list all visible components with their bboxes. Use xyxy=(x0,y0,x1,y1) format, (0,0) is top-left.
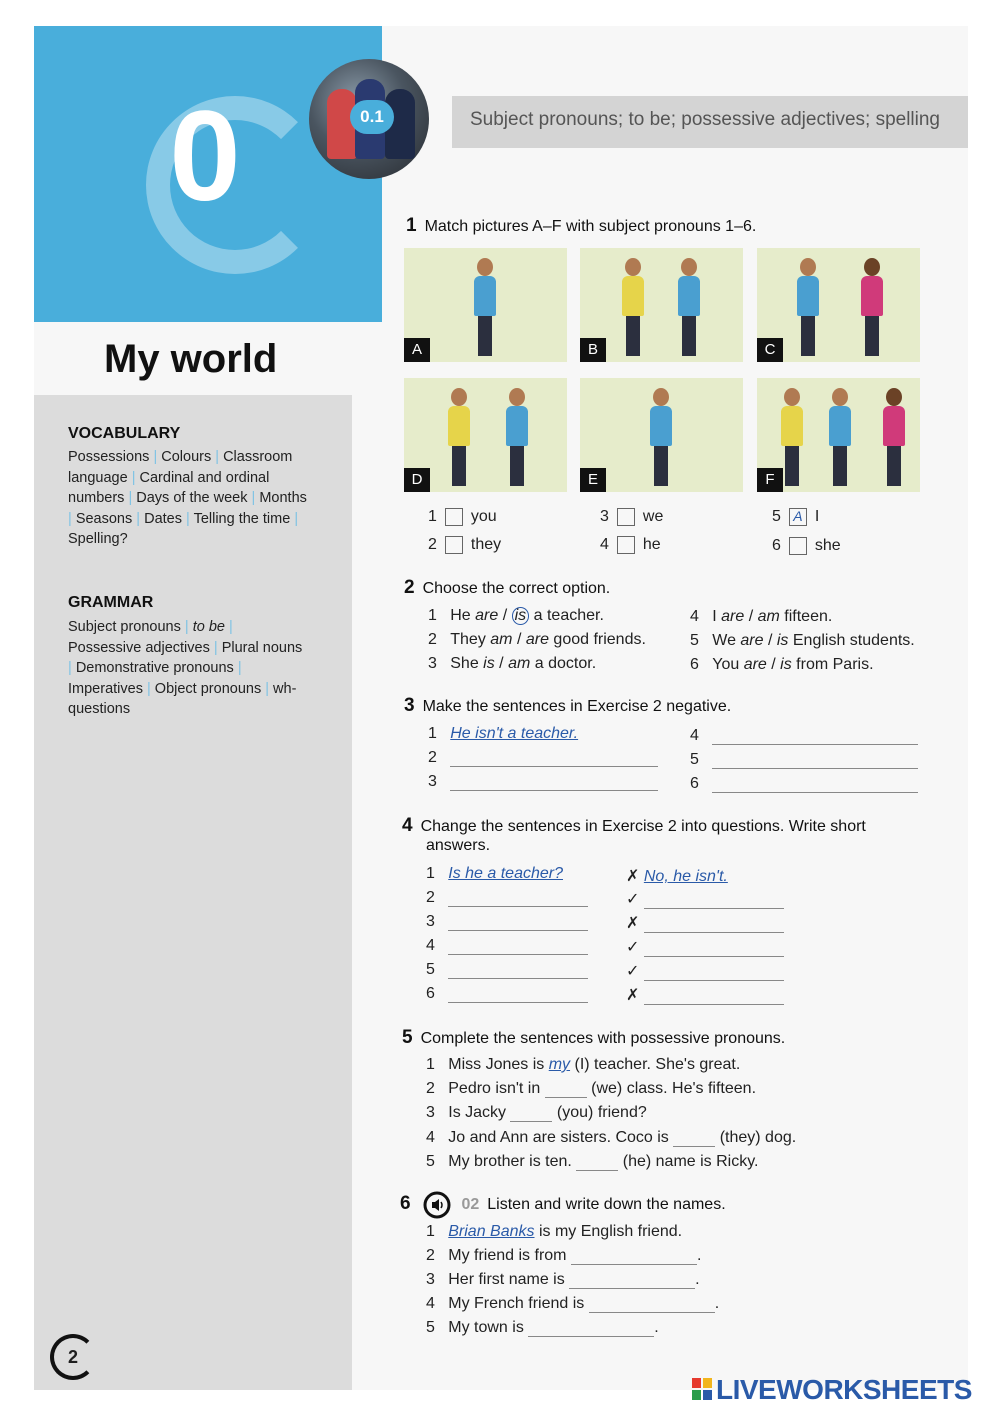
short-answer-line[interactable] xyxy=(644,1003,784,1005)
example-answer: my xyxy=(548,1056,571,1073)
ex3-item-6: 6 xyxy=(690,775,918,793)
ex4-answer-5: ✓ xyxy=(626,961,784,981)
ex3-item-1: 1 He isn't a teacher. xyxy=(428,725,579,742)
ex5-item-2: 2 Pedro isn't in (we) class. He's fifteen. xyxy=(426,1080,757,1097)
answer-box[interactable] xyxy=(445,536,463,554)
ex3-item-3: 3 xyxy=(428,773,658,791)
ex6-item-3: 3 Her first name is . xyxy=(426,1271,700,1288)
answer-line[interactable] xyxy=(450,765,658,767)
picture-a: A xyxy=(404,248,567,362)
ex4-instruction: 4 Change the sentences in Exercise 2 into questions. Write short xyxy=(402,815,866,836)
ex6-item-2: 2 My friend is from . xyxy=(426,1247,702,1264)
ex2-item-3: 3 She is / am a doctor. xyxy=(428,655,597,672)
ex1-item-3: 3 we xyxy=(600,508,664,526)
ex2-item-5: 5 We are / is English students. xyxy=(690,632,915,649)
ex4-instruction-cont: answers. xyxy=(426,837,491,854)
liveworksheets-logo-icon xyxy=(692,1378,712,1400)
answer-box[interactable] xyxy=(617,508,635,526)
question-line[interactable] xyxy=(448,1001,588,1003)
question-line[interactable] xyxy=(448,929,588,931)
ex3-instruction: 3 Make the sentences in Exercise 2 negative. xyxy=(404,695,732,716)
picture-f: F xyxy=(757,378,920,492)
answer-box[interactable] xyxy=(789,537,807,555)
ex4-item-5: 5 xyxy=(426,961,588,979)
example-short-answer: No, he isn't. xyxy=(643,868,728,885)
example-answer: Brian Banks xyxy=(448,1223,535,1240)
unit-number: 0 xyxy=(169,85,241,228)
short-answer-line[interactable] xyxy=(644,931,784,933)
ex4-item-4: 4 xyxy=(426,937,588,955)
ex4-item-1: 1 Is he a teacher? xyxy=(426,865,563,882)
ex3-item-5: 5 xyxy=(690,751,918,769)
grammar-heading: GRAMMAR xyxy=(68,594,154,611)
ex2-item-1: 1 He are / is a teacher. xyxy=(428,607,604,624)
topic-text: Subject pronouns; to be; possessive adjectives; spelling xyxy=(470,109,940,130)
ex5-item-5: 5 My brother is ten. (he) name is Ricky. xyxy=(426,1153,759,1170)
vocabulary-list: Possessions | Colours | Classroom language | Cardinal and ordinal numbers | Days of the week | Months | Seasons | Dates | Telling the time | Spelling? xyxy=(68,449,307,547)
liveworksheets-watermark: LIVEWORKSHEETS xyxy=(716,1374,972,1405)
ex4-item-6: 6 xyxy=(426,985,588,1003)
ex6-item-1: 1 Brian Banks is my English friend. xyxy=(426,1223,683,1240)
sidebar-panel xyxy=(34,395,352,1390)
vocabulary-heading: VOCABULARY xyxy=(68,425,181,442)
answer-line[interactable] xyxy=(569,1287,695,1289)
ex4-answer-1: ✗ No, he isn't. xyxy=(626,868,728,885)
ex2-item-4: 4 I are / am fifteen. xyxy=(690,608,833,625)
picture-d: D xyxy=(404,378,567,492)
topic-bar xyxy=(452,96,968,148)
ex4-answer-6: ✗ xyxy=(626,985,784,1005)
example-question: Is he a teacher? xyxy=(448,865,563,882)
ex5-item-1: 1 Miss Jones is my (I) teacher. She's great. xyxy=(426,1056,741,1073)
ex5-instruction: 5 Complete the sentences with possessive pronouns. xyxy=(402,1027,786,1048)
short-answer-line[interactable] xyxy=(644,955,784,957)
answer-box[interactable] xyxy=(445,508,463,526)
picture-b: B xyxy=(580,248,743,362)
audio-icon[interactable] xyxy=(423,1191,451,1219)
answer-line[interactable] xyxy=(712,743,918,745)
unit-title: My world xyxy=(104,337,278,381)
example-answer: He isn't a teacher. xyxy=(450,725,579,742)
answer-box[interactable] xyxy=(617,536,635,554)
ex4-answer-3: ✗ xyxy=(626,913,784,933)
ex6-item-4: 4 My French friend is . xyxy=(426,1295,720,1312)
page-number: 2 xyxy=(50,1334,96,1380)
ex3-item-4: 4 xyxy=(690,727,918,745)
ex6-item-5: 5 My town is . xyxy=(426,1319,659,1336)
ex2-instruction: 2 Choose the correct option. xyxy=(404,577,611,598)
ex1-item-1: 1 you xyxy=(428,508,497,526)
ex4-item-2: 2 xyxy=(426,889,588,907)
ex2-item-6: 6 You are / is from Paris. xyxy=(690,656,874,673)
ex1-instruction: 1 Match pictures A–F with subject pronouns 1–6. xyxy=(406,215,757,236)
answer-line[interactable] xyxy=(545,1096,587,1098)
answer-line[interactable] xyxy=(571,1263,697,1265)
picture-c: C xyxy=(757,248,920,362)
ex1-item-4: 4 he xyxy=(600,536,661,554)
answer-line[interactable] xyxy=(450,789,658,791)
ex3-item-2: 2 xyxy=(428,749,658,767)
ex2-item-2: 2 They am / are good friends. xyxy=(428,631,646,648)
ex1-item-2: 2 they xyxy=(428,536,502,554)
ex6-instruction: 6 02 Listen and write down the names. xyxy=(400,1191,726,1219)
ex1-item-6: 6 she xyxy=(772,537,841,555)
answer-line[interactable] xyxy=(673,1145,715,1147)
answer-line[interactable] xyxy=(712,767,918,769)
question-line[interactable] xyxy=(448,977,588,979)
selected-option[interactable]: is xyxy=(512,607,530,625)
ex4-item-3: 3 xyxy=(426,913,588,931)
question-line[interactable] xyxy=(448,953,588,955)
picture-e: E xyxy=(580,378,743,492)
lesson-badge: 0.1 xyxy=(350,100,394,134)
answer-line[interactable] xyxy=(589,1311,715,1313)
ex4-answer-2: ✓ xyxy=(626,889,784,909)
answer-line[interactable] xyxy=(712,791,918,793)
short-answer-line[interactable] xyxy=(644,979,784,981)
answer-box[interactable]: A xyxy=(789,508,807,526)
answer-line[interactable] xyxy=(528,1335,654,1337)
ex1-item-5: 5 A I xyxy=(772,508,820,526)
grammar-list: Subject pronouns | to be | Possessive adjectives | Plural nouns | Demonstrative pronouns | Imperatives | Object pronouns | wh- questions xyxy=(68,619,303,717)
track-number: 02 xyxy=(461,1196,480,1214)
short-answer-line[interactable] xyxy=(644,907,784,909)
question-line[interactable] xyxy=(448,905,588,907)
ex5-item-4: 4 Jo and Ann are sisters. Coco is (they) dog. xyxy=(426,1129,797,1146)
answer-line[interactable] xyxy=(576,1169,618,1171)
answer-line[interactable] xyxy=(510,1120,552,1122)
ex4-answer-4: ✓ xyxy=(626,937,784,957)
ex5-item-3: 3 Is Jacky (you) friend? xyxy=(426,1104,647,1121)
